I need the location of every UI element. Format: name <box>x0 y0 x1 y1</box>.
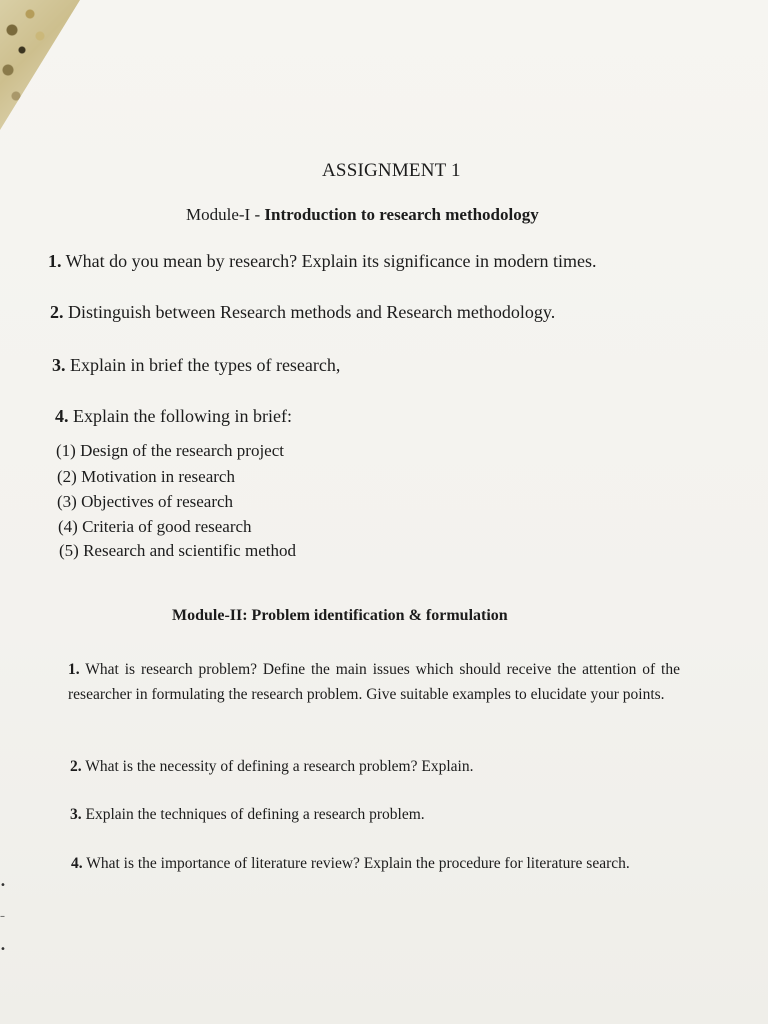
sub-item: (4) Criteria of good research <box>58 517 252 536</box>
margin-mark: – <box>0 911 5 922</box>
module-2-question-1: 1. What is research problem? Define the main issues which should receive the attention of the researcher in formulating the research problem. Give suitable examples to elucidate your points. <box>68 661 680 703</box>
module-1-title: Introduction to research methodology <box>264 205 539 224</box>
margin-mark: • <box>0 944 6 955</box>
module-1-question-1: 1. What do you mean by research? Explain its significance in modern times. <box>48 251 597 271</box>
sub-item: (3) Objectives of research <box>57 492 234 511</box>
module-2-question-2: 2. What is the necessity of defining a research problem? Explain. <box>70 758 474 775</box>
module-2-question-3: 3. Explain the techniques of defining a research problem. <box>70 806 425 823</box>
assignment-title: ASSIGNMENT 1 <box>322 160 461 181</box>
module-1-heading <box>186 205 539 225</box>
sub-item: (2) Motivation in research <box>57 467 235 486</box>
module-1-question-4: 4. Explain the following in brief: <box>55 406 292 426</box>
margin-mark: • <box>0 880 6 891</box>
module-2-heading: Module-II: Problem identification & formulation <box>172 607 508 624</box>
module-1-question-3: 3. Explain in brief the types of research, <box>52 355 341 375</box>
sub-item: (5) Research and scientific method <box>59 541 296 560</box>
sub-item: (1) Design of the research project <box>56 441 284 460</box>
module-1-question-2: 2. Distinguish between Research methods and Research methodology. <box>50 302 556 322</box>
background-surface-corner <box>0 0 80 130</box>
module-1-prefix: Module-I - <box>186 205 265 224</box>
module-2-question-4: 4. What is the importance of literature review? Explain the procedure for literature search. <box>71 855 630 872</box>
